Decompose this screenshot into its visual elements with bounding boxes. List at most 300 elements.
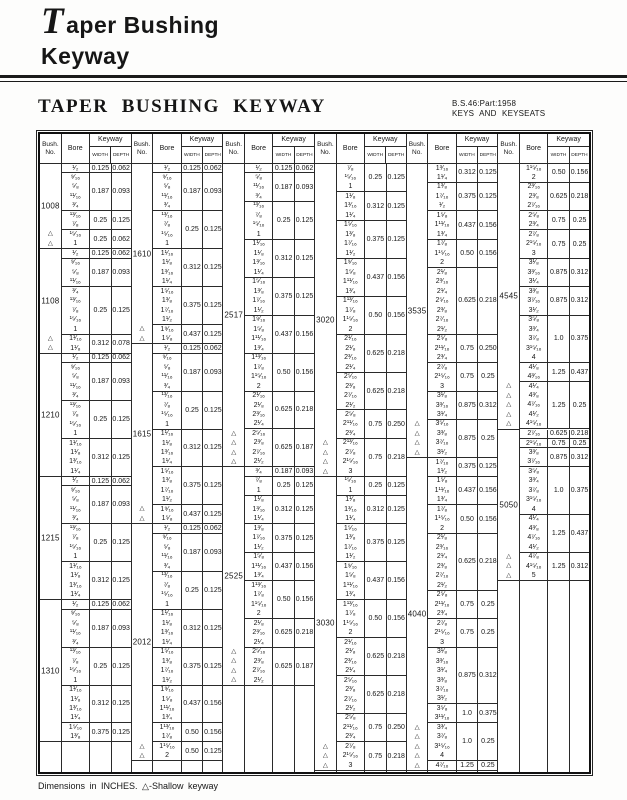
bore-value: ³⁄₄ (72, 202, 79, 210)
bore-value: 3 (348, 761, 353, 769)
keyway-block (337, 259, 406, 297)
bore-value: ¹⁄₂ (255, 164, 262, 172)
shallow-keyway-icon: △ (322, 458, 328, 466)
keyway-block (245, 240, 314, 278)
bore-value: ¹⁵⁄₁₆ (344, 477, 357, 485)
keyway-width-value: 0.187 (273, 467, 295, 475)
bore-list (337, 297, 365, 334)
empty-bore-cell (62, 742, 90, 772)
bore-list (62, 524, 90, 561)
keyway-depth-value: 0.375 (570, 335, 589, 343)
bore-list (337, 335, 365, 372)
empty-width-cell (273, 686, 295, 772)
bore-value: 1¹⁄₁₆ (69, 686, 82, 694)
group-header (40, 134, 131, 164)
bore-value: 1 (73, 676, 78, 684)
shallow-keyway-icon: △ (47, 230, 53, 238)
masthead-line2: Keyway (41, 43, 130, 69)
keyway-block (428, 761, 497, 770)
keyway-block (62, 524, 131, 562)
shallow-keyway-icon: △ (139, 742, 145, 750)
bore-value: 3⁷⁄₁₆ (435, 686, 449, 694)
bush-no-cell (407, 164, 429, 458)
bore-value: 2¹⁄₁₆ (252, 392, 265, 400)
keyway-header-label: Keyway (365, 134, 406, 147)
bore-value: ¹³⁄₁₆ (69, 401, 81, 409)
bush-section-1108 (40, 249, 131, 353)
bore-value: 1⁷⁄₁₆ (252, 297, 266, 305)
bore-list (62, 211, 90, 229)
bore-list (520, 183, 548, 210)
bore-value: 1¹⁵⁄₁₆ (250, 600, 267, 608)
bore-list (520, 363, 548, 381)
bush-no-cell (315, 164, 337, 477)
bore-value: 1 (165, 240, 169, 248)
bore-value: 1³⁄₈ (253, 524, 264, 532)
bore-value: 2⁷⁄₈ (436, 363, 448, 371)
keyway-depth-value: 0.125 (204, 662, 222, 670)
keyway-width-value: 0.437 (273, 316, 295, 353)
keyway-block (153, 534, 222, 572)
bore-value: 1¹⁄₄ (253, 268, 264, 276)
bore-value: ⁷⁄₈ (255, 477, 263, 485)
keyway-depth-value: 0.093 (295, 183, 314, 191)
keyway-width-value: 0.75 (548, 439, 570, 447)
empty-filler (223, 686, 314, 772)
keyway-width-value: 1.25 (548, 363, 570, 381)
bore-list (245, 467, 273, 475)
keyway-width-value: 0.50 (365, 600, 387, 637)
shallow-keyway-icon: △ (139, 514, 145, 522)
bore-list (62, 287, 90, 333)
shallow-keyway-icon: △ (506, 382, 512, 390)
keyway-block (337, 714, 406, 742)
keyway-block (153, 505, 222, 524)
empty-filler (132, 761, 223, 772)
keyway-block (245, 164, 314, 173)
keyway-depth-value: 0.093 (112, 624, 130, 632)
bore-list (153, 354, 181, 391)
keyway-width-value: 0.875 (548, 448, 570, 466)
bore-list (520, 467, 548, 513)
keyway-block (337, 373, 406, 411)
bore-list (428, 211, 456, 238)
bore-value: ¹⁵⁄₁₆ (69, 543, 82, 551)
bore-value: 1¹⁵⁄₁₆ (525, 164, 542, 172)
keyway-block (337, 164, 406, 192)
keyway-block (520, 316, 589, 363)
bore-value: 4⁷⁄₁₆ (527, 401, 541, 409)
bore-value: 2¹⁄₄ (345, 363, 356, 371)
bush-section-4040 (407, 458, 498, 771)
bore-value: ¹¹⁄₁₆ (161, 553, 173, 561)
keyway-block (520, 553, 589, 581)
bore-value: 2¹⁄₄ (436, 553, 448, 561)
bore-value: ¹¹⁄₁₆ (161, 373, 173, 381)
bore-list (520, 553, 548, 580)
keyway-block (428, 505, 497, 533)
masthead-initial: T (41, 1, 65, 42)
keyway-width-value: 0.75 (457, 363, 479, 390)
bore-value: 2 (256, 382, 261, 390)
keyway-block (153, 344, 222, 353)
bore-list (62, 600, 90, 608)
bore-value: 1¹¹⁄₁₆ (342, 581, 358, 589)
bore-value: 2¹⁵⁄₁₆ (434, 373, 450, 381)
bore-value: 1⁷⁄₈ (161, 733, 173, 741)
bush-no-cell (132, 524, 154, 761)
keyway-depth-value: 0.187 (295, 662, 314, 670)
keyway-block (428, 648, 497, 705)
bush-no-cell (40, 477, 62, 600)
shallow-keyway-icon: △ (506, 552, 512, 560)
bore-list (62, 363, 90, 400)
keyway-width-value: 0.75 (365, 439, 387, 476)
shallow-keyway-icon: △ (322, 742, 328, 750)
bore-value: 1⁷⁄₁₆ (252, 534, 266, 542)
bore-value: 1¹⁄₂ (161, 496, 173, 504)
bore-list (520, 164, 548, 182)
bush-no-header-line1: Bush. (317, 140, 334, 148)
keyway-width-value: 0.125 (90, 600, 112, 608)
bore-value: ¹⁄₂ (438, 202, 446, 210)
keyway-block (428, 164, 497, 183)
bore-list (428, 392, 456, 419)
bore-value: 2³⁄₈ (345, 686, 356, 694)
bore-value: 1¹⁄₂ (161, 316, 173, 324)
bore-value: 1³⁄₄ (253, 572, 264, 580)
bore-value: 1³⁄₄ (436, 496, 448, 504)
keyway-depth-value: 0.125 (204, 264, 222, 272)
keyway-width-value: 0.437 (365, 259, 387, 296)
keyway-depth-value: 0.125 (295, 216, 314, 224)
keyway-depth-value: 0.125 (387, 506, 405, 514)
bore-list (245, 392, 273, 429)
bore-blocks (337, 477, 406, 771)
bore-value: 1⁵⁄₁₆ (252, 278, 266, 286)
keyway-width-value: 0.187 (90, 259, 112, 286)
bore-value: 3¹⁄₄ (436, 667, 448, 675)
bore-value: 1¹⁄₄ (345, 515, 356, 523)
keyway-block (428, 211, 497, 239)
keyway-block (245, 278, 314, 316)
keyway-width-value: 1.25 (548, 553, 570, 580)
bush-no-header-line2: No. (228, 148, 239, 156)
bore-list (153, 524, 181, 532)
keyway-block (245, 429, 314, 467)
bore-value: 3¹⁄₈ (436, 392, 448, 400)
keyway-depth-value: 0.125 (295, 482, 314, 490)
keyway-depth-value: 0.218 (387, 453, 405, 461)
masthead-line1-rest: aper Bushing (66, 12, 220, 38)
keyway-width-value: 0.75 (365, 714, 387, 741)
keyway-block (337, 496, 406, 524)
keyway-block (62, 723, 131, 742)
shallow-keyway-icon: △ (139, 505, 145, 513)
bore-blocks (520, 430, 589, 582)
keyway-block (62, 363, 131, 401)
keyway-width-value: 0.187 (273, 173, 295, 200)
keyway-block (337, 562, 406, 600)
keyway-depth-value: 0.125 (295, 506, 314, 514)
empty-depth-cell (570, 581, 589, 772)
keyway-block (245, 553, 314, 581)
bore-value: ¹⁵⁄₁₆ (69, 667, 82, 675)
depth-header: DEPTH (387, 152, 405, 158)
keyway-block (62, 401, 131, 439)
bore-value: 3³⁄₈ (528, 449, 539, 456)
keyway-depth-value: 0.250 (387, 724, 405, 732)
bore-value: 4 (440, 752, 445, 760)
keyway-width-value: 0.125 (90, 477, 112, 485)
keyway-depth-value: 0.062 (112, 354, 130, 362)
keyway-width-value: 0.75 (457, 619, 479, 646)
bore-value: 2⁷⁄₁₆ (252, 667, 266, 675)
bore-list (245, 581, 273, 618)
bore-list (337, 192, 365, 219)
bore-list (62, 562, 90, 599)
keyway-width-value: 0.25 (182, 211, 204, 248)
bore-value: ¹¹⁄₁₆ (69, 629, 81, 637)
bore-list (428, 363, 456, 390)
keyway-width-value: 0.125 (273, 164, 295, 172)
bush-number: 1108 (41, 296, 60, 306)
bore-value: ³⁄₄ (72, 287, 79, 295)
bush-section-3020 (315, 164, 406, 477)
bore-value: 2¹⁄₂ (345, 401, 356, 409)
bore-value: 4³⁄₈ (528, 524, 539, 532)
bore-value: 1³⁄₈ (436, 183, 448, 191)
bore-value: 2³⁄₈ (436, 306, 448, 314)
bore-list (337, 562, 365, 599)
keyway-width-value: 0.75 (365, 742, 387, 769)
bore-value: 2⁵⁄₈ (344, 411, 356, 418)
keyway-depth-value: 0.125 (112, 453, 130, 461)
bore-value: 1¹⁄₄ (161, 638, 173, 646)
keyway-block (428, 420, 497, 458)
keyway-width-value: 0.312 (365, 496, 387, 523)
bore-value: 2¹⁄₁₆ (344, 335, 357, 343)
empty-bore-cell (245, 686, 273, 772)
keyway-block (62, 562, 131, 600)
shallow-keyway-icon: △ (139, 752, 145, 759)
bore-value: ¹¹⁄₁₆ (161, 192, 173, 200)
bore-value: ¹⁄₂ (72, 164, 79, 172)
keyway-depth-value: 0.218 (387, 387, 405, 395)
bore-value: 2¹⁵⁄₁₆ (525, 439, 542, 447)
keyway-block (153, 467, 222, 505)
bore-list (428, 335, 456, 362)
bore-value: 2⁵⁄₈ (436, 591, 448, 599)
bore-list (428, 723, 456, 760)
keyway-width-value: 0.437 (365, 562, 387, 599)
keyway-depth-value: 0.125 (112, 577, 130, 585)
keyway-block (337, 638, 406, 676)
depth-header: DEPTH (204, 152, 221, 158)
keyway-width-value: 0.375 (365, 524, 387, 561)
bore-value: 2 (440, 259, 445, 267)
keyway-depth-value: 0.125 (204, 406, 222, 414)
bore-value: 1 (73, 429, 78, 437)
group-header (407, 134, 498, 164)
group-body (315, 164, 406, 772)
bore-value: ⁷⁄₈ (72, 657, 79, 665)
bore-list (62, 610, 90, 647)
header-rule-thick (0, 75, 627, 78)
keyway-width-value: 1.0 (457, 723, 479, 760)
bush-section-1210 (40, 354, 131, 477)
bore-value: 1⁷⁄₈ (253, 591, 264, 599)
bore-value: 3³⁄₁₆ (527, 268, 541, 276)
bore-value: 1¹⁄₁₆ (69, 335, 82, 343)
bore-list (245, 477, 273, 495)
keyway-width-value: 0.25 (90, 648, 112, 685)
keyway-width-value: 0.437 (273, 553, 295, 580)
shallow-keyway-icon: △ (47, 239, 53, 247)
keyway-depth-value: 0.25 (481, 762, 495, 770)
bush-no-header-line2: No. (320, 148, 331, 156)
bore-list (428, 458, 456, 476)
bore-list (245, 496, 273, 523)
bore-value: ³⁄₄ (163, 202, 171, 210)
bush-no-cell (132, 164, 154, 344)
keyway-width-value: 0.50 (182, 742, 204, 760)
bore-value: 3³⁄₄ (528, 325, 539, 333)
bore-value: 1 (73, 325, 78, 333)
bore-value: 1¹³⁄₁₆ (342, 600, 358, 608)
bore-value: 2¹⁄₈ (345, 344, 356, 352)
keyway-width-value: 0.50 (273, 581, 295, 618)
bore-value: 3⁷⁄₈ (528, 486, 539, 494)
bore-value: 1¹⁄₂ (253, 306, 264, 314)
bush-no-header (315, 134, 337, 163)
bush-section-2525 (223, 467, 314, 685)
shallow-marks (132, 504, 153, 523)
bore-value: 2⁷⁄₈ (436, 619, 448, 627)
bore-value: 2¹⁄₂ (253, 676, 264, 684)
bore-value: 2⁵⁄₈ (344, 714, 356, 722)
keyway-width-value: 0.625 (273, 648, 295, 685)
keyway-block (337, 524, 406, 562)
table-group-1 (40, 134, 132, 772)
bore-blocks (245, 164, 314, 467)
bore-value: 2³⁄₈ (253, 657, 264, 665)
bore-value: 1 (348, 183, 353, 191)
keyway-block (337, 221, 406, 259)
bore-value: 2 (440, 524, 445, 532)
keyway-block (520, 439, 589, 448)
bore-value: 1³⁄₁₆ (252, 505, 265, 513)
keyway-depth-value: 0.156 (479, 250, 497, 258)
bore-value: ⁷⁄₈ (72, 221, 79, 229)
bore-value: 2³⁄₈ (253, 439, 264, 447)
bore-value: 1³⁄₄ (345, 287, 356, 295)
bore-value: 1¹¹⁄₁₆ (434, 221, 450, 229)
keyway-block (245, 202, 314, 240)
keyway-block (520, 448, 589, 467)
bore-value: 2 (348, 629, 353, 637)
bore-value: ⁹⁄₁₆ (70, 259, 81, 267)
bore-list (153, 534, 181, 571)
bore-value: 2⁷⁄₈ (528, 230, 539, 238)
keyway-width-value: 0.625 (273, 429, 295, 466)
bore-list (337, 439, 365, 476)
keyway-width-value: 0.187 (182, 534, 204, 571)
keyway-depth-value: 0.062 (112, 250, 130, 258)
bore-list (520, 430, 548, 438)
bore-value: 1⁵⁄₈ (436, 477, 448, 485)
keyway-block (153, 610, 222, 648)
keyway-depth-value: 0.125 (112, 700, 130, 708)
empty-depth-cell (203, 761, 222, 772)
bore-value: ⁵⁄₈ (71, 183, 79, 191)
keyway-depth-value: 0.218 (387, 349, 405, 357)
keyway-width-value: 0.50 (365, 297, 387, 334)
bore-value: 1⁵⁄₈ (161, 335, 173, 343)
bush-no-cell (40, 354, 62, 477)
keyway-depth-value: 0.078 (112, 340, 130, 348)
width-header: WIDTH (182, 147, 204, 163)
empty-depth-cell (295, 686, 314, 772)
bore-list (245, 316, 273, 353)
keyway-block (245, 648, 314, 686)
empty-bush-cell (315, 771, 337, 772)
bore-list (62, 648, 90, 685)
bush-number: 2517 (224, 310, 244, 320)
keyway-width-value: 0.625 (365, 638, 387, 675)
bore-list (337, 164, 365, 191)
bore-value: 1⁵⁄₁₆ (160, 648, 174, 656)
keyway-subheaders (365, 147, 406, 163)
bore-blocks (62, 477, 131, 600)
bore-value: 3¹⁵⁄₁₆ (434, 742, 450, 750)
bush-no-header-line1: Bush. (225, 140, 243, 148)
empty-bore-cell (520, 581, 548, 772)
bore-value: 1¹⁄₈ (161, 439, 173, 447)
width-header: WIDTH (365, 147, 387, 163)
bush-section-1310 (40, 600, 131, 742)
shallow-keyway-icon: △ (231, 429, 237, 437)
keyway-block (245, 496, 314, 524)
bore-value: 2¹⁄₂ (253, 458, 264, 466)
bush-number: 1615 (132, 429, 152, 439)
keyway-header (273, 134, 314, 163)
keyway-width-value: 1.25 (548, 515, 570, 552)
keyway-depth-value: 0.156 (479, 515, 497, 523)
bore-value: ¹³⁄₁₆ (69, 648, 81, 656)
keyway-block (428, 723, 497, 761)
keyway-header-label: Keyway (457, 134, 498, 147)
bore-value: 1⁵⁄₈ (161, 515, 173, 523)
bore-value: 1⁷⁄₁₆ (344, 543, 357, 551)
keyway-depth-value: 0.125 (387, 202, 405, 210)
bore-value: 3³⁄₈ (436, 676, 448, 684)
bore-value: ⁷⁄₈ (72, 534, 79, 542)
bore-value: 1¹⁄₁₆ (252, 240, 265, 248)
bore-value: 1¹¹⁄₁₆ (251, 562, 267, 570)
bore-list (428, 420, 456, 457)
keyway-depth-value: 0.125 (204, 330, 222, 338)
keyway-width-value: 0.125 (90, 354, 112, 362)
keyway-block (153, 354, 222, 392)
bore-value: 3⁵⁄₈ (436, 705, 448, 712)
footnote: Dimensions in INCHES. △-Shallow keyway (38, 781, 218, 791)
keyway-depth-value: 0.312 (479, 672, 497, 680)
bore-value: 3 (348, 467, 353, 475)
bore-value: 1¹⁄₂ (253, 543, 264, 551)
keyway-block (62, 173, 131, 211)
keyway-width-value: 0.25 (90, 230, 112, 248)
